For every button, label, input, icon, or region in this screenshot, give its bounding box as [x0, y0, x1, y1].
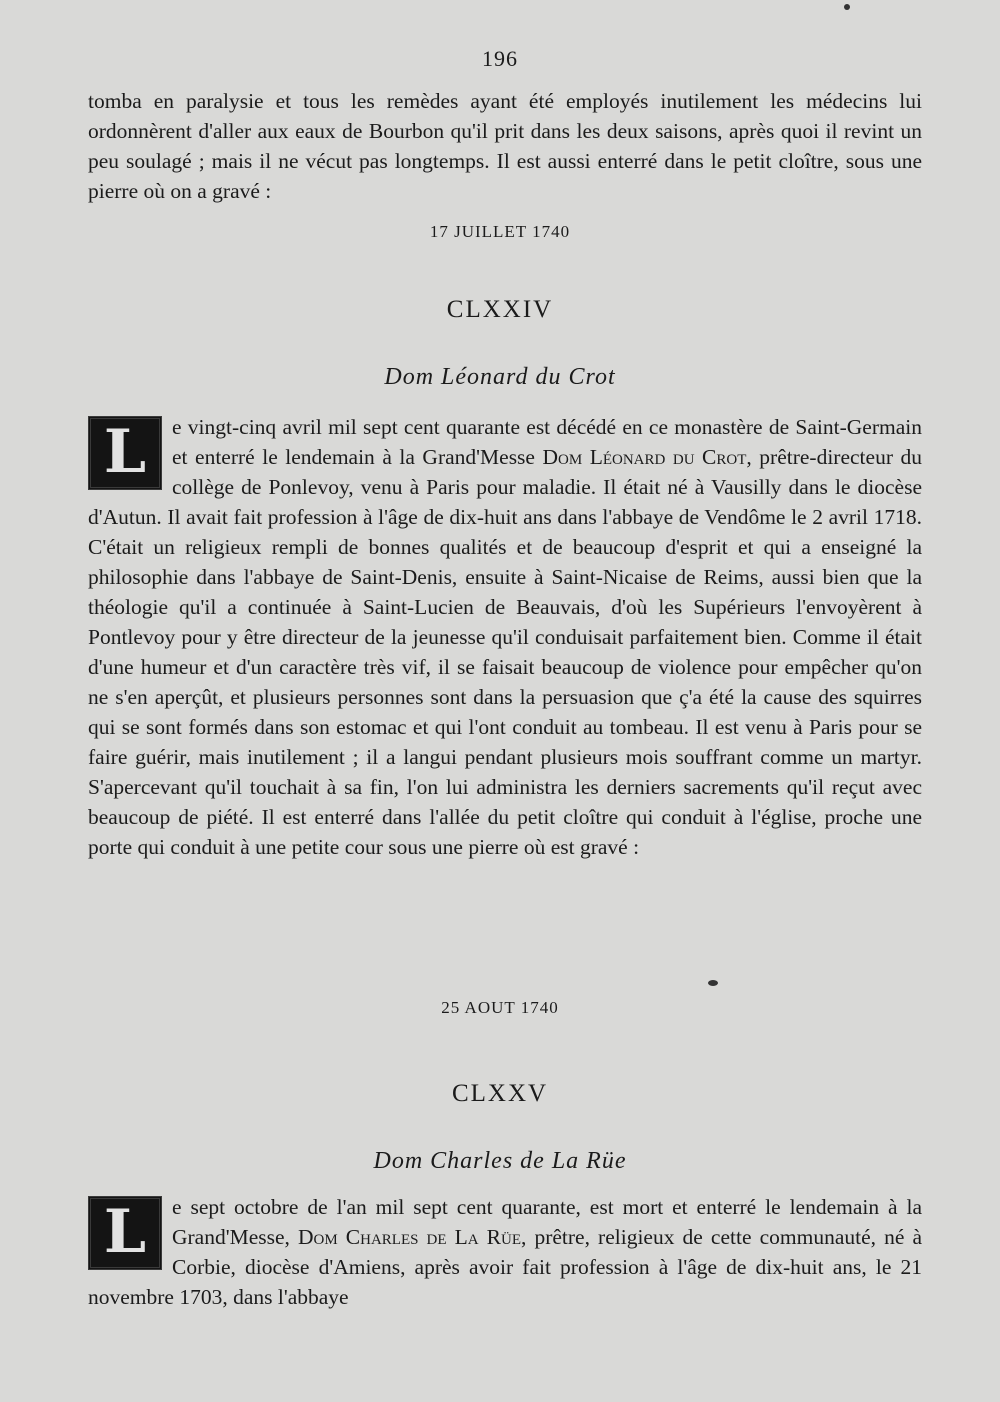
entry-body-rue — [88, 1192, 922, 1312]
ink-speck — [708, 980, 718, 986]
entry-body-text-rue: , prêtre, religieux de cette communauté, né à Corbie, diocèse d'Amiens, après avoir fait profession à l'âge de dix-huit ans, le 21 novembre 1703, dans l'abbaye — [88, 1225, 923, 1309]
entry-name-heading-rue: Dom Charles de La Rüe — [373, 1148, 627, 1174]
ornamental-dropcap-l: L — [88, 416, 162, 490]
entry-name-heading-crot: Dom Léonard du Crot — [384, 364, 616, 390]
burial-date-1: 17 JUILLET 1740 — [429, 222, 571, 241]
entry-name-smallcaps-rue: Dom Charles de La Rüe — [298, 1225, 522, 1249]
burial-date-2: 25 AOUT 1740 — [441, 998, 559, 1017]
entry-body-text-crot: , prêtre-directeur du collège de Ponlevoy, venu à Paris pour maladie. Il était né à Vausilly dans le diocèse d'Autun. Il avait fait profession à l'âge de dix-huit ans dans l'abbaye de Vendôme le 2 avril 1718. C'était un religieux rempli de bonnes qualités et de beaucoup d'esprit et qui a enseigné la philosophie dans l'abbaye de Saint-Denis, ensuite à Saint-Nicaise de Reims, aussi bien que la théologie qu'il a continuée à Saint-Lucien de Beauvais, d'où les Supérieurs l'envoyèrent à Pontlevoy pour y être directeur de la jeunesse qu'il conduisait parfaitement bien. Comme il était d'une humeur et d'un caractère très vif, il se faisait beaucoup de violence pour empêcher qu'on ne s'en aperçût, et plusieurs personnes sont dans la persuasion que ç'a été la cause des squirres qui se sont formés dans son estomac et qui l'ont conduit au tombeau. Il est venu à Paris pour se faire guérir, mais inutilement ; il a langui pendant plusieurs mois souffrant comme un martyr. S'apercevant qu'il touchait à sa fin, l'on lui administra les derniers sacrements qu'il reçut avec beaucoup de piété. Il est enterré dans l'allée du petit cloître qui conduit à l'église, proche une porte qui conduit à une petite cour sous une pierre où est gravé : — [88, 445, 923, 859]
top-paragraph: tomba en paralysie et tous les remèdes ayant été employés inutilement les médecins lui ordonnèrent d'aller aux eaux de Bourbon qu'il prit dans les deux saisons, après quoi il revint un peu soulagé ; mais il ne vécut pas longtemps. Il est aussi enterré dans le petit cloître, sous une pierre où on a gravé : — [88, 89, 922, 203]
ornamental-dropcap-l: L — [88, 1196, 162, 1270]
entry-numeral-clxxiv: CLXXIV — [446, 296, 554, 323]
entry-lead-text-rue: e sept octobre de l'an mil sept cent quarante, est mort et enterré le lendemain à la Grand'Messe, — [172, 1195, 922, 1249]
page-number: 196 — [482, 46, 518, 71]
ink-speck — [844, 4, 850, 10]
entry-name-smallcaps-crot: Dom Léonard du Crot — [542, 445, 747, 469]
entry-lead-text-crot: e vingt-cinq avril mil sept cent quarante est décédé en ce monastère de Saint-Germain et enterré le lendemain à la Grand'Messe — [172, 415, 922, 469]
entry-numeral-clxxv: CLXXV — [451, 1080, 549, 1107]
entry-body-crot — [88, 412, 922, 862]
